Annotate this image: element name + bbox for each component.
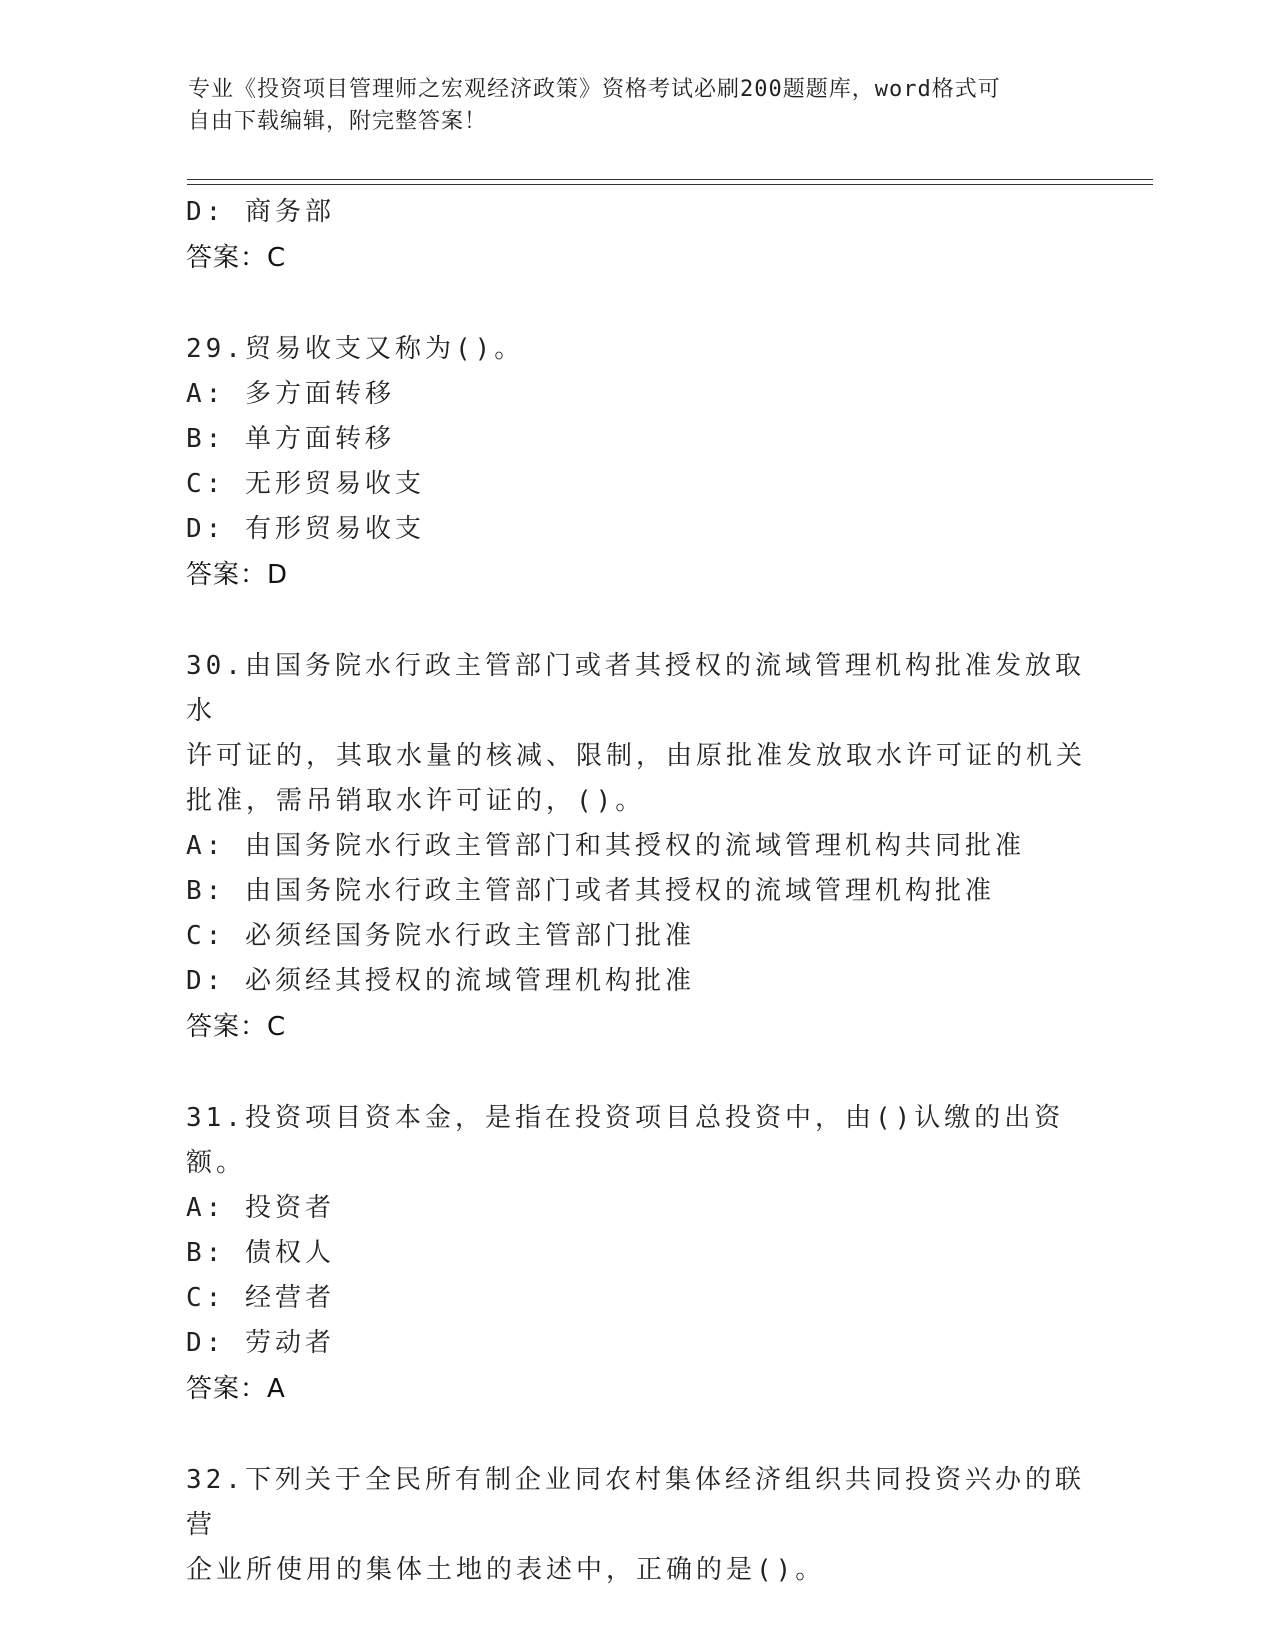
question-31 [186, 1096, 1086, 1412]
question-stem-line: 企业所使用的集体土地的表述中，正确的是()。 [186, 1555, 826, 1585]
option-a: A: 投资者 [186, 1193, 335, 1223]
header-line-1: 专业《投资项目管理师之宏观经济政策》资格考试必刷200题题库，word格式可 [188, 77, 1001, 102]
question-stem-line: 许可证的，其取水量的核减、限制，由原批准发放取水许可证的机关 [186, 741, 1087, 771]
document-body [186, 190, 1086, 1593]
question-32 [186, 1458, 1086, 1593]
option-a: A: 由国务院水行政主管部门和其授权的流域管理机构共同批准 [186, 831, 1025, 861]
option-b: B: 单方面转移 [186, 424, 395, 454]
question-29 [186, 327, 1086, 598]
option-d: D: 商务部 [186, 197, 335, 227]
option-d: D: 必须经其授权的流域管理机构批准 [186, 966, 695, 996]
question-stem-line: 32.下列关于全民所有制企业同农村集体经济组织共同投资兴办的联营 [186, 1465, 1085, 1540]
answer: 答案：C [186, 1012, 287, 1042]
option-c: C: 经营者 [186, 1283, 335, 1313]
header-divider-bottom [187, 184, 1153, 185]
question-stem: 29.贸易收支又称为()。 [186, 334, 525, 364]
question-stem-line: 30.由国务院水行政主管部门或者其授权的流域管理机构批准发放取水 [186, 651, 1085, 726]
question-30 [186, 644, 1086, 1050]
option-c: C: 必须经国务院水行政主管部门批准 [186, 921, 695, 951]
option-b: B: 由国务院水行政主管部门或者其授权的流域管理机构批准 [186, 876, 995, 906]
option-d: D: 劳动者 [186, 1328, 335, 1358]
question-stem: 31.投资项目资本金，是指在投资项目总投资中，由()认缴的出资额。 [186, 1103, 1065, 1178]
option-b: B: 债权人 [186, 1238, 335, 1268]
option-a: A: 多方面转移 [186, 379, 395, 409]
question-stem-line: 批准，需吊销取水许可证的，()。 [186, 786, 646, 816]
option-d: D: 有形贸易收支 [186, 514, 425, 544]
answer: 答案：A [186, 1374, 286, 1404]
answer: 答案：D [186, 560, 289, 590]
header-divider-top [187, 179, 1153, 180]
document-header [188, 74, 1068, 138]
answer: 答案：C [186, 243, 287, 273]
option-c: C: 无形贸易收支 [186, 469, 425, 499]
header-line-2: 自由下载编辑，附完整答案！ [188, 109, 488, 134]
